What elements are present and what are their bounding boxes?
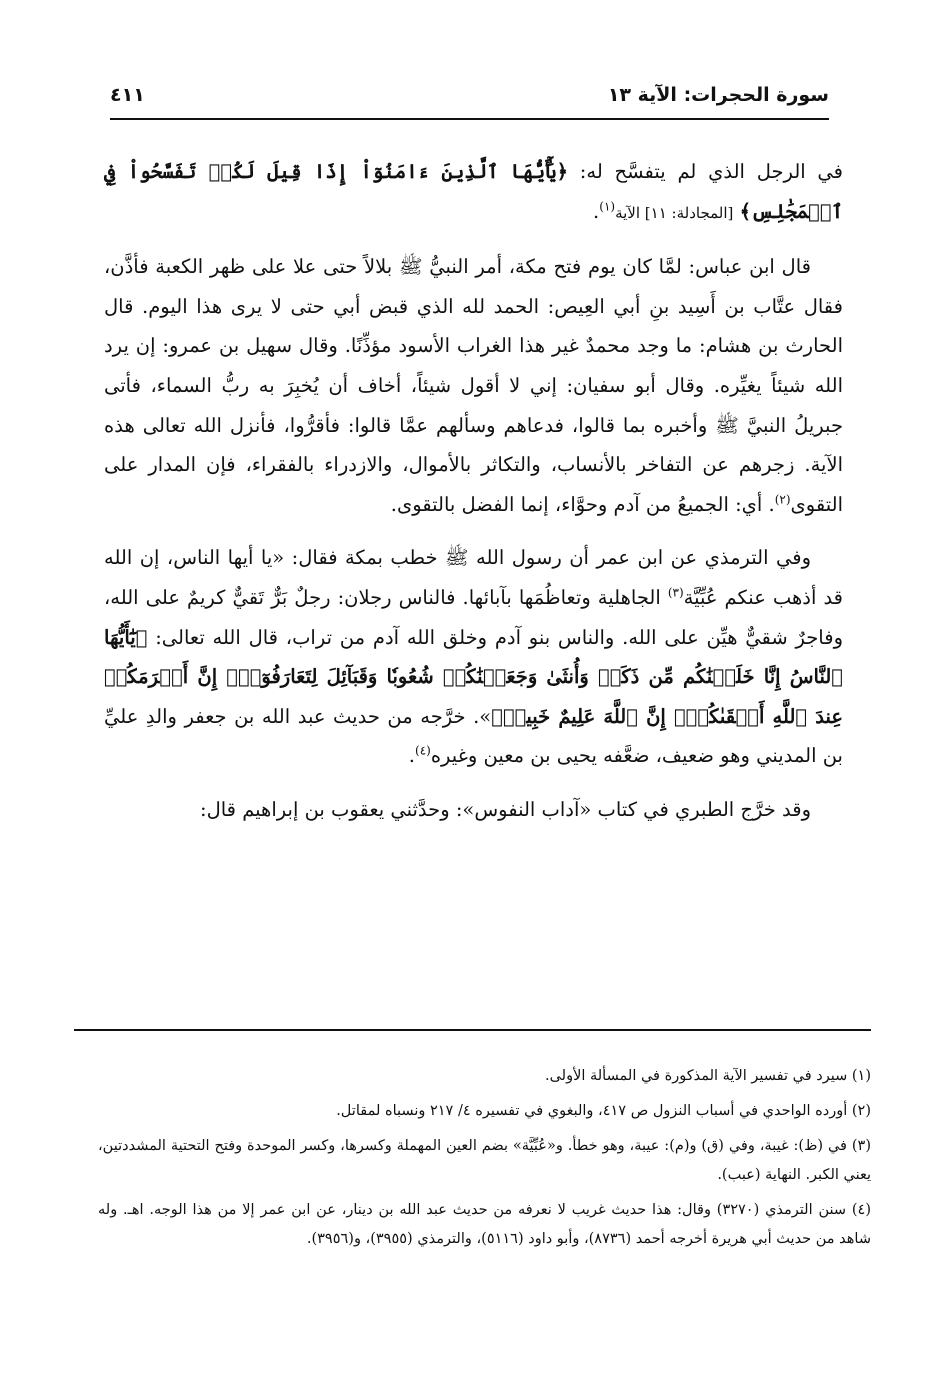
footnote-2: (٢) أورده الواحدي في أسباب النزول ص ٤١٧، والبغوي في تفسيره ٤/ ٢١٧ ونسباه لمقاتل. bbox=[336, 1103, 871, 1119]
main-text bbox=[104, 152, 843, 844]
paragraph-3-text-c: ». خرَّجه من حديث عبد الله بن جعفر والدِ عليِّ بن المديني وهو ضعيف، ضعَّفه يحيى بن معين وغيره bbox=[104, 704, 843, 768]
verse-citation: [المجادلة: ١١] الآية bbox=[615, 203, 734, 222]
footnote-ref-4: (٤) bbox=[415, 743, 431, 758]
footnote-ref-1: (١) bbox=[599, 199, 616, 214]
page-number: ٤١١ bbox=[110, 84, 145, 106]
footnote-4: (٤) سنن الترمذي (٣٢٧٠) وقال: هذا حديث غريب لا نعرفه من حديث عبد الله بن دينار، عن ابن عمر إلا من هذا الوجه. اهـ. وله شاهد من حديث أبي هريرة أخرجه أحمد (٨٧٣٦)، وأبو داود (٥١١٦)، والترمذي (٣٩٥٥)، و(٣٩٥٦). bbox=[98, 1202, 871, 1247]
paragraph-1-end: . bbox=[593, 199, 600, 223]
paragraph-2 bbox=[104, 247, 843, 524]
footnote-divider bbox=[74, 1029, 871, 1031]
paragraph-4: وقد خرَّج الطبري في كتاب «آداب النفوس»: وحدَّثني يعقوب بن إبراهيم قال: bbox=[200, 797, 811, 821]
footnotes bbox=[98, 1062, 871, 1260]
footnote-1: (١) سيرد في تفسير الآية المذكورة في المسألة الأولى. bbox=[544, 1068, 871, 1084]
paragraph-3 bbox=[104, 538, 843, 776]
paragraph-3-text-d: . bbox=[408, 744, 415, 768]
paragraph-3-text-b: الجاهلية وتعاظُمَها بآبائها. فالناس رجلان: رجلٌ بَرٌّ تَقيٌّ كريمٌ على الله، وفاجرٌ شقيٌّ هيِّن على الله. والناس بنو آدم وخلق الله آدم من تراب، قال الله تعالى: bbox=[104, 585, 843, 649]
paragraph-3-text-a: وفي الترمذي عن ابن عمر أن رسول الله ﷺ خطب بمكة فقال: «يا أيها الناس، إن الله قد أذهب عنكم عُبِّيَّة bbox=[104, 546, 844, 609]
paragraph-1 bbox=[104, 152, 843, 233]
paragraph-2-text-a: قال ابن عباس: لمَّا كان يوم فتح مكة، أمر النبيُّ ﷺ بلالاً حتى علا على ظهر الكعبة فأذَّن، فقال عتَّاب بن أَسِيد بنِ أبي العِيص: الحمد لله الذي قبض أبي حتى لا يرى هذا اليوم. قال الحارث بن هشام: ما وجد محمدٌ غير هذا الغراب الأسود مؤذِّنًا. وقال سهيل بن عمرو: إن يرد الله شيئاً يغيِّره. وقال أبو سفيان: إني لا أقول شيئاً، أخاف أن يُخبِرَ به ربُّ السماء، فأتى جبريلُ النبيَّ ﷺ وأخبره بما قالوا، فدعاهم وسألهم عمَّا قالوا: فأقرُّوا، فأنزل الله تعالى هذه الآية. زجرهم عن التفاخر بالأنساب، والتكاثر بالأموال، والازدراء بالفقراء، فإن المدار على التقوى bbox=[104, 255, 843, 516]
footnote-ref-2: (٢) bbox=[774, 492, 791, 507]
footnote-3: (٣) في (ظ): غيبة، وفي (ق) و(م): عيبة، وهو خطأ. و«عُبِّيَّة» بضم العين المهملة وكسرها، وكسر الموحدة وفتح التحتية المشددتين، يعني الكبر. النهاية (عبب). bbox=[98, 1138, 871, 1183]
quran-verse-hujurat: ﴿يَٰٓأَيُّهَا ٱلنَّاسُ إِنَّا خَلَقۡنَٰكُم مِّن ذَكَرٖ وَأُنثَىٰ وَجَعَلۡنَٰكُمۡ شُعُوبٗا وَقَبَآئِلَ لِتَعَارَفُوٓاْۚ إِنَّ أَكۡرَمَكُمۡ عِندَ ٱللَّهِ أَتۡقَىٰكُمۡۚ إِنَّ ٱللَّهَ عَلِيمٌ خَبِيرٞ﴾ bbox=[104, 625, 843, 728]
footnote-ref-3: (٣) bbox=[667, 585, 684, 600]
quran-verse-mujadala: ﴿يَٰٓأَيُّهَا ٱلَّذِينَ ءَامَنُوٓاْ إِذَا قِيلَ لَكُمۡ تَفَسَّحُواْ فِي ٱلۡمَجَٰلِسِ﴾ bbox=[104, 160, 843, 223]
paragraph-1-text: في الرجل الذي لم يتفسَّح له: bbox=[568, 160, 844, 183]
page-header bbox=[110, 78, 829, 120]
surah-title: سورة الحجرات: الآية ١٣ bbox=[607, 84, 829, 106]
paragraph-2-text-b: . أي: الجميعُ من آدم وحوَّاء، إنما الفضل بالتقوى. bbox=[390, 492, 775, 516]
